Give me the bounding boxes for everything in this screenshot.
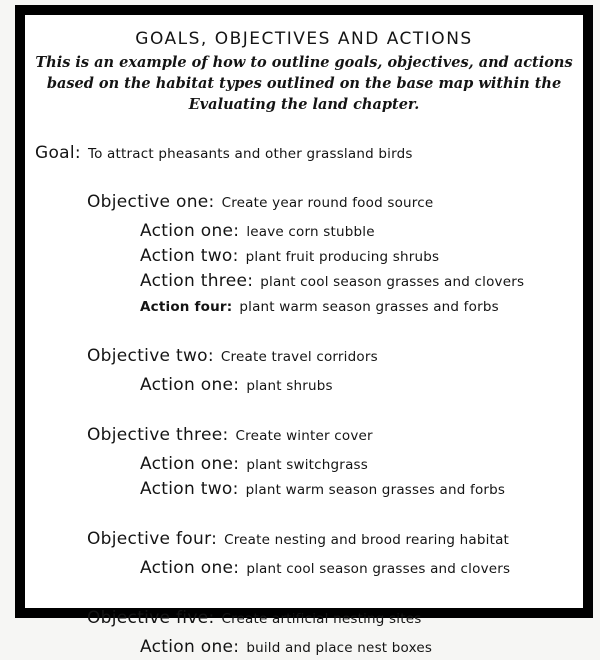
action-text: plant cool season grasses and clovers [260,274,525,290]
action-label: Action four: [140,299,233,315]
objective-block [25,344,583,398]
objective-label: Objective four: [87,529,218,549]
objective-text: Create artificial nesting sites [221,611,422,627]
action-label: Action one: [140,221,240,241]
objective-label: Objective three: [87,425,229,445]
action-text: plant shrubs [246,378,333,394]
action-line [140,294,583,319]
action-text: build and place nest boxes [246,640,433,656]
goal-label: Goal: [35,143,81,163]
goal-line [35,142,583,165]
objective-label: Objective one: [87,192,215,212]
objective-line [87,527,583,552]
document-subtitle: This is an example of how to outline goals, objectives, and actions based on the habitat types outlined on the base map within the Evaluating the land chapter. [35,54,573,113]
objective-label: Objective two: [87,346,214,366]
action-line [140,556,583,581]
objective-block [25,606,583,660]
action-label: Action one: [140,454,240,474]
actions-list [25,373,583,398]
objective-line [87,344,583,369]
objective-text: Create nesting and brood rearing habitat [224,532,510,548]
action-label: Action two: [140,246,239,266]
objective-block [25,190,583,319]
objective-line [87,190,583,215]
document-frame [15,5,593,657]
goal-text: To attract pheasants and other grassland birds [87,146,413,162]
action-line [140,219,583,244]
action-line [140,452,583,477]
actions-list [25,635,583,660]
action-text: plant fruit producing shrubs [245,249,440,265]
objectives-outline [25,190,583,660]
objective-text: Create travel corridors [220,349,378,365]
action-text: plant warm season grasses and forbs [245,482,506,498]
action-label: Action three: [140,271,254,291]
objective-line [87,606,583,631]
action-text: plant cool season grasses and clovers [246,561,511,577]
objective-label: Objective five: [87,608,215,628]
action-line [140,477,583,502]
action-line [140,373,583,398]
action-text: leave corn stubble [246,224,375,240]
objective-line [87,423,583,448]
action-label: Action two: [140,479,239,499]
objective-block [25,527,583,581]
actions-list [25,452,583,502]
action-text: plant switchgrass [246,457,369,473]
action-label: Action one: [140,375,240,395]
action-label: Action one: [140,558,240,578]
objective-text: Create year round food source [221,195,434,211]
action-line [140,244,583,269]
objective-block [25,423,583,502]
objective-text: Create winter cover [235,428,373,444]
action-label: Action one: [140,637,240,657]
action-line [140,635,583,660]
actions-list [25,556,583,581]
action-text: plant warm season grasses and forbs [239,299,499,315]
actions-list [25,219,583,319]
action-line [140,269,583,294]
document-title: GOALS, OBJECTIVES AND ACTIONS [135,29,473,49]
